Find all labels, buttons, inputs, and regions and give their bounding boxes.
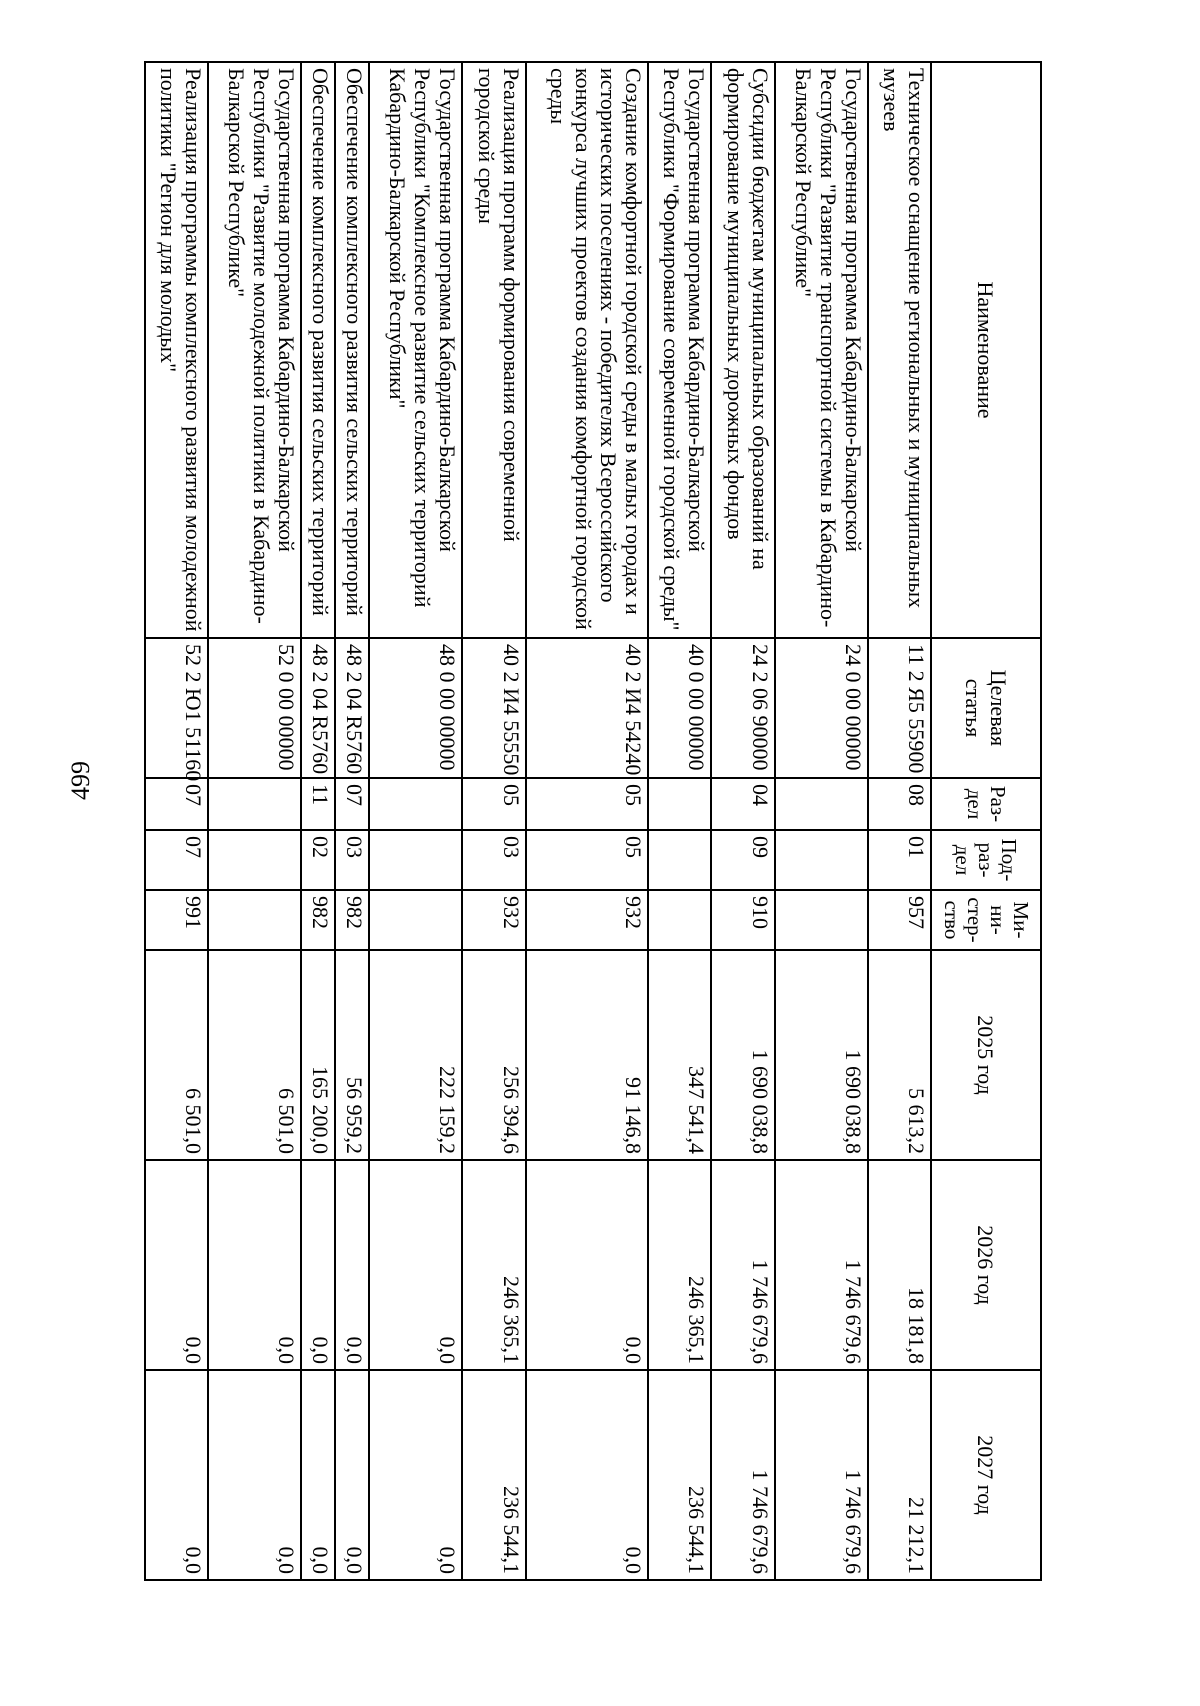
table-header-row [931, 62, 1041, 1580]
cell-section [648, 778, 711, 830]
header-2025: 2025 год [931, 950, 1041, 1160]
header-2027: 2027 год [931, 1370, 1041, 1580]
cell-name: Государственная программа Кабардино-Балкарской Республики "Формирование современной городской среды" [648, 62, 711, 638]
cell-2026: 0,0 [369, 1160, 462, 1370]
cell-2025: 91 146,8 [526, 950, 648, 1160]
cell-name: Обеспечение комплексного развития сельских территорий [335, 62, 369, 638]
cell-2027: 0,0 [526, 1370, 648, 1580]
cell-2026: 1 746 679,6 [775, 1160, 868, 1370]
cell-target: 24 0 00 00000 [775, 638, 868, 778]
cell-ministry: 957 [868, 890, 931, 950]
cell-target: 40 0 00 00000 [648, 638, 711, 778]
table-row [775, 62, 868, 1580]
cell-name: Государственная программа Кабардино-Балкарской Республики "Развитие транспортной системы в Кабардино-Балкарской Республике" [775, 62, 868, 638]
cell-2026: 0,0 [526, 1160, 648, 1370]
cell-2025: 6 501,0 [209, 950, 302, 1160]
cell-section: 05 [462, 778, 525, 830]
cell-2027: 0,0 [369, 1370, 462, 1580]
cell-2025: 222 159,2 [369, 950, 462, 1160]
budget-table [144, 61, 1042, 1581]
cell-section [369, 778, 462, 830]
cell-2025: 5 613,2 [868, 950, 931, 1160]
cell-ministry [369, 890, 462, 950]
cell-2025: 6 501,0 [145, 950, 209, 1160]
cell-ministry [209, 890, 302, 950]
cell-2026: 18 181,8 [868, 1160, 931, 1370]
cell-name: Техническое оснащение региональных и муниципальных музеев [868, 62, 931, 638]
cell-target: 40 2 И4 54240 [526, 638, 648, 778]
cell-ministry: 932 [526, 890, 648, 950]
header-section: Раз-дел [931, 778, 1041, 830]
cell-subsection: 07 [145, 830, 209, 890]
cell-target: 52 0 00 00000 [209, 638, 302, 778]
cell-name: Государственная программа Кабардино-Балкарской Республики "Комплексное развитие сельских территорий Кабардино-Балкарской Республики" [369, 62, 462, 638]
cell-2026: 0,0 [301, 1160, 335, 1370]
cell-2027: 0,0 [209, 1370, 302, 1580]
table-row [462, 62, 525, 1580]
header-target: Целевая статья [931, 638, 1041, 778]
table-row [711, 62, 774, 1580]
cell-name: Реализация программы комплексного развития молодежной политики "Регион для молодых" [145, 62, 209, 638]
table-row [369, 62, 462, 1580]
cell-section: 07 [335, 778, 369, 830]
cell-2027: 1 746 679,6 [775, 1370, 868, 1580]
cell-ministry [648, 890, 711, 950]
cell-2027: 236 544,1 [462, 1370, 525, 1580]
cell-subsection: 09 [711, 830, 774, 890]
table-row [301, 62, 335, 1580]
cell-2027: 0,0 [301, 1370, 335, 1580]
cell-2025: 256 394,6 [462, 950, 525, 1160]
cell-subsection: 03 [335, 830, 369, 890]
cell-2025: 1 690 038,8 [711, 950, 774, 1160]
cell-subsection [369, 830, 462, 890]
cell-section [775, 778, 868, 830]
cell-section: 07 [145, 778, 209, 830]
cell-2026: 1 746 679,6 [711, 1160, 774, 1370]
cell-ministry [775, 890, 868, 950]
table-row [868, 62, 931, 1580]
cell-subsection: 01 [868, 830, 931, 890]
cell-2026: 0,0 [209, 1160, 302, 1370]
table-row [526, 62, 648, 1580]
cell-2027: 236 544,1 [648, 1370, 711, 1580]
cell-section: 08 [868, 778, 931, 830]
header-2026: 2026 год [931, 1160, 1041, 1370]
cell-name: Обеспечение комплексного развития сельских территорий [301, 62, 335, 638]
header-subsection: Под-раз-дел [931, 830, 1041, 890]
cell-2026: 0,0 [335, 1160, 369, 1370]
cell-ministry: 932 [462, 890, 525, 950]
cell-subsection: 02 [301, 830, 335, 890]
cell-ministry: 982 [301, 890, 335, 950]
page-number: 499 [66, 761, 95, 800]
cell-2025: 1 690 038,8 [775, 950, 868, 1160]
cell-section [209, 778, 302, 830]
cell-ministry: 910 [711, 890, 774, 950]
cell-name: Создание комфортной городской среды в малых городах и исторических поселениях - победителях Всероссийского конкурса лучших проектов создания комфортной городской среды [526, 62, 648, 638]
cell-name: Государственная программа Кабардино-Балкарской Республики "Развитие молодежной политики в Кабардино-Балкарской Республике" [209, 62, 302, 638]
cell-2026: 246 365,1 [462, 1160, 525, 1370]
cell-2025: 347 541,4 [648, 950, 711, 1160]
table-row [335, 62, 369, 1580]
table-row [145, 62, 209, 1580]
cell-target: 11 2 Я5 55900 [868, 638, 931, 778]
cell-ministry: 991 [145, 890, 209, 950]
table-row [209, 62, 302, 1580]
cell-subsection: 03 [462, 830, 525, 890]
header-name: Наименование [931, 62, 1041, 638]
cell-target: 48 0 00 00000 [369, 638, 462, 778]
cell-2027: 0,0 [145, 1370, 209, 1580]
cell-name: Субсидии бюджетам муниципальных образований на формирование муниципальных дорожных фондов [711, 62, 774, 638]
cell-2026: 0,0 [145, 1160, 209, 1370]
cell-name: Реализация программ формирования современной городской среды [462, 62, 525, 638]
cell-2026: 246 365,1 [648, 1160, 711, 1370]
cell-subsection [775, 830, 868, 890]
table-row [648, 62, 711, 1580]
header-ministry: Ми-ни-стер-ство [931, 890, 1041, 950]
cell-target: 24 2 06 90000 [711, 638, 774, 778]
cell-section: 11 [301, 778, 335, 830]
cell-subsection [648, 830, 711, 890]
cell-target: 48 2 04 R5760 [301, 638, 335, 778]
cell-target: 40 2 И4 55550 [462, 638, 525, 778]
budget-table-container [144, 61, 1042, 1579]
cell-section: 05 [526, 778, 648, 830]
cell-2027: 21 212,1 [868, 1370, 931, 1580]
cell-2025: 165 200,0 [301, 950, 335, 1160]
cell-2027: 1 746 679,6 [711, 1370, 774, 1580]
cell-subsection: 05 [526, 830, 648, 890]
cell-2025: 56 959,2 [335, 950, 369, 1160]
cell-2027: 0,0 [335, 1370, 369, 1580]
cell-target: 48 2 04 R5760 [335, 638, 369, 778]
cell-ministry: 982 [335, 890, 369, 950]
cell-section: 04 [711, 778, 774, 830]
cell-subsection [209, 830, 302, 890]
cell-target: 52 2 Ю1 51160 [145, 638, 209, 778]
